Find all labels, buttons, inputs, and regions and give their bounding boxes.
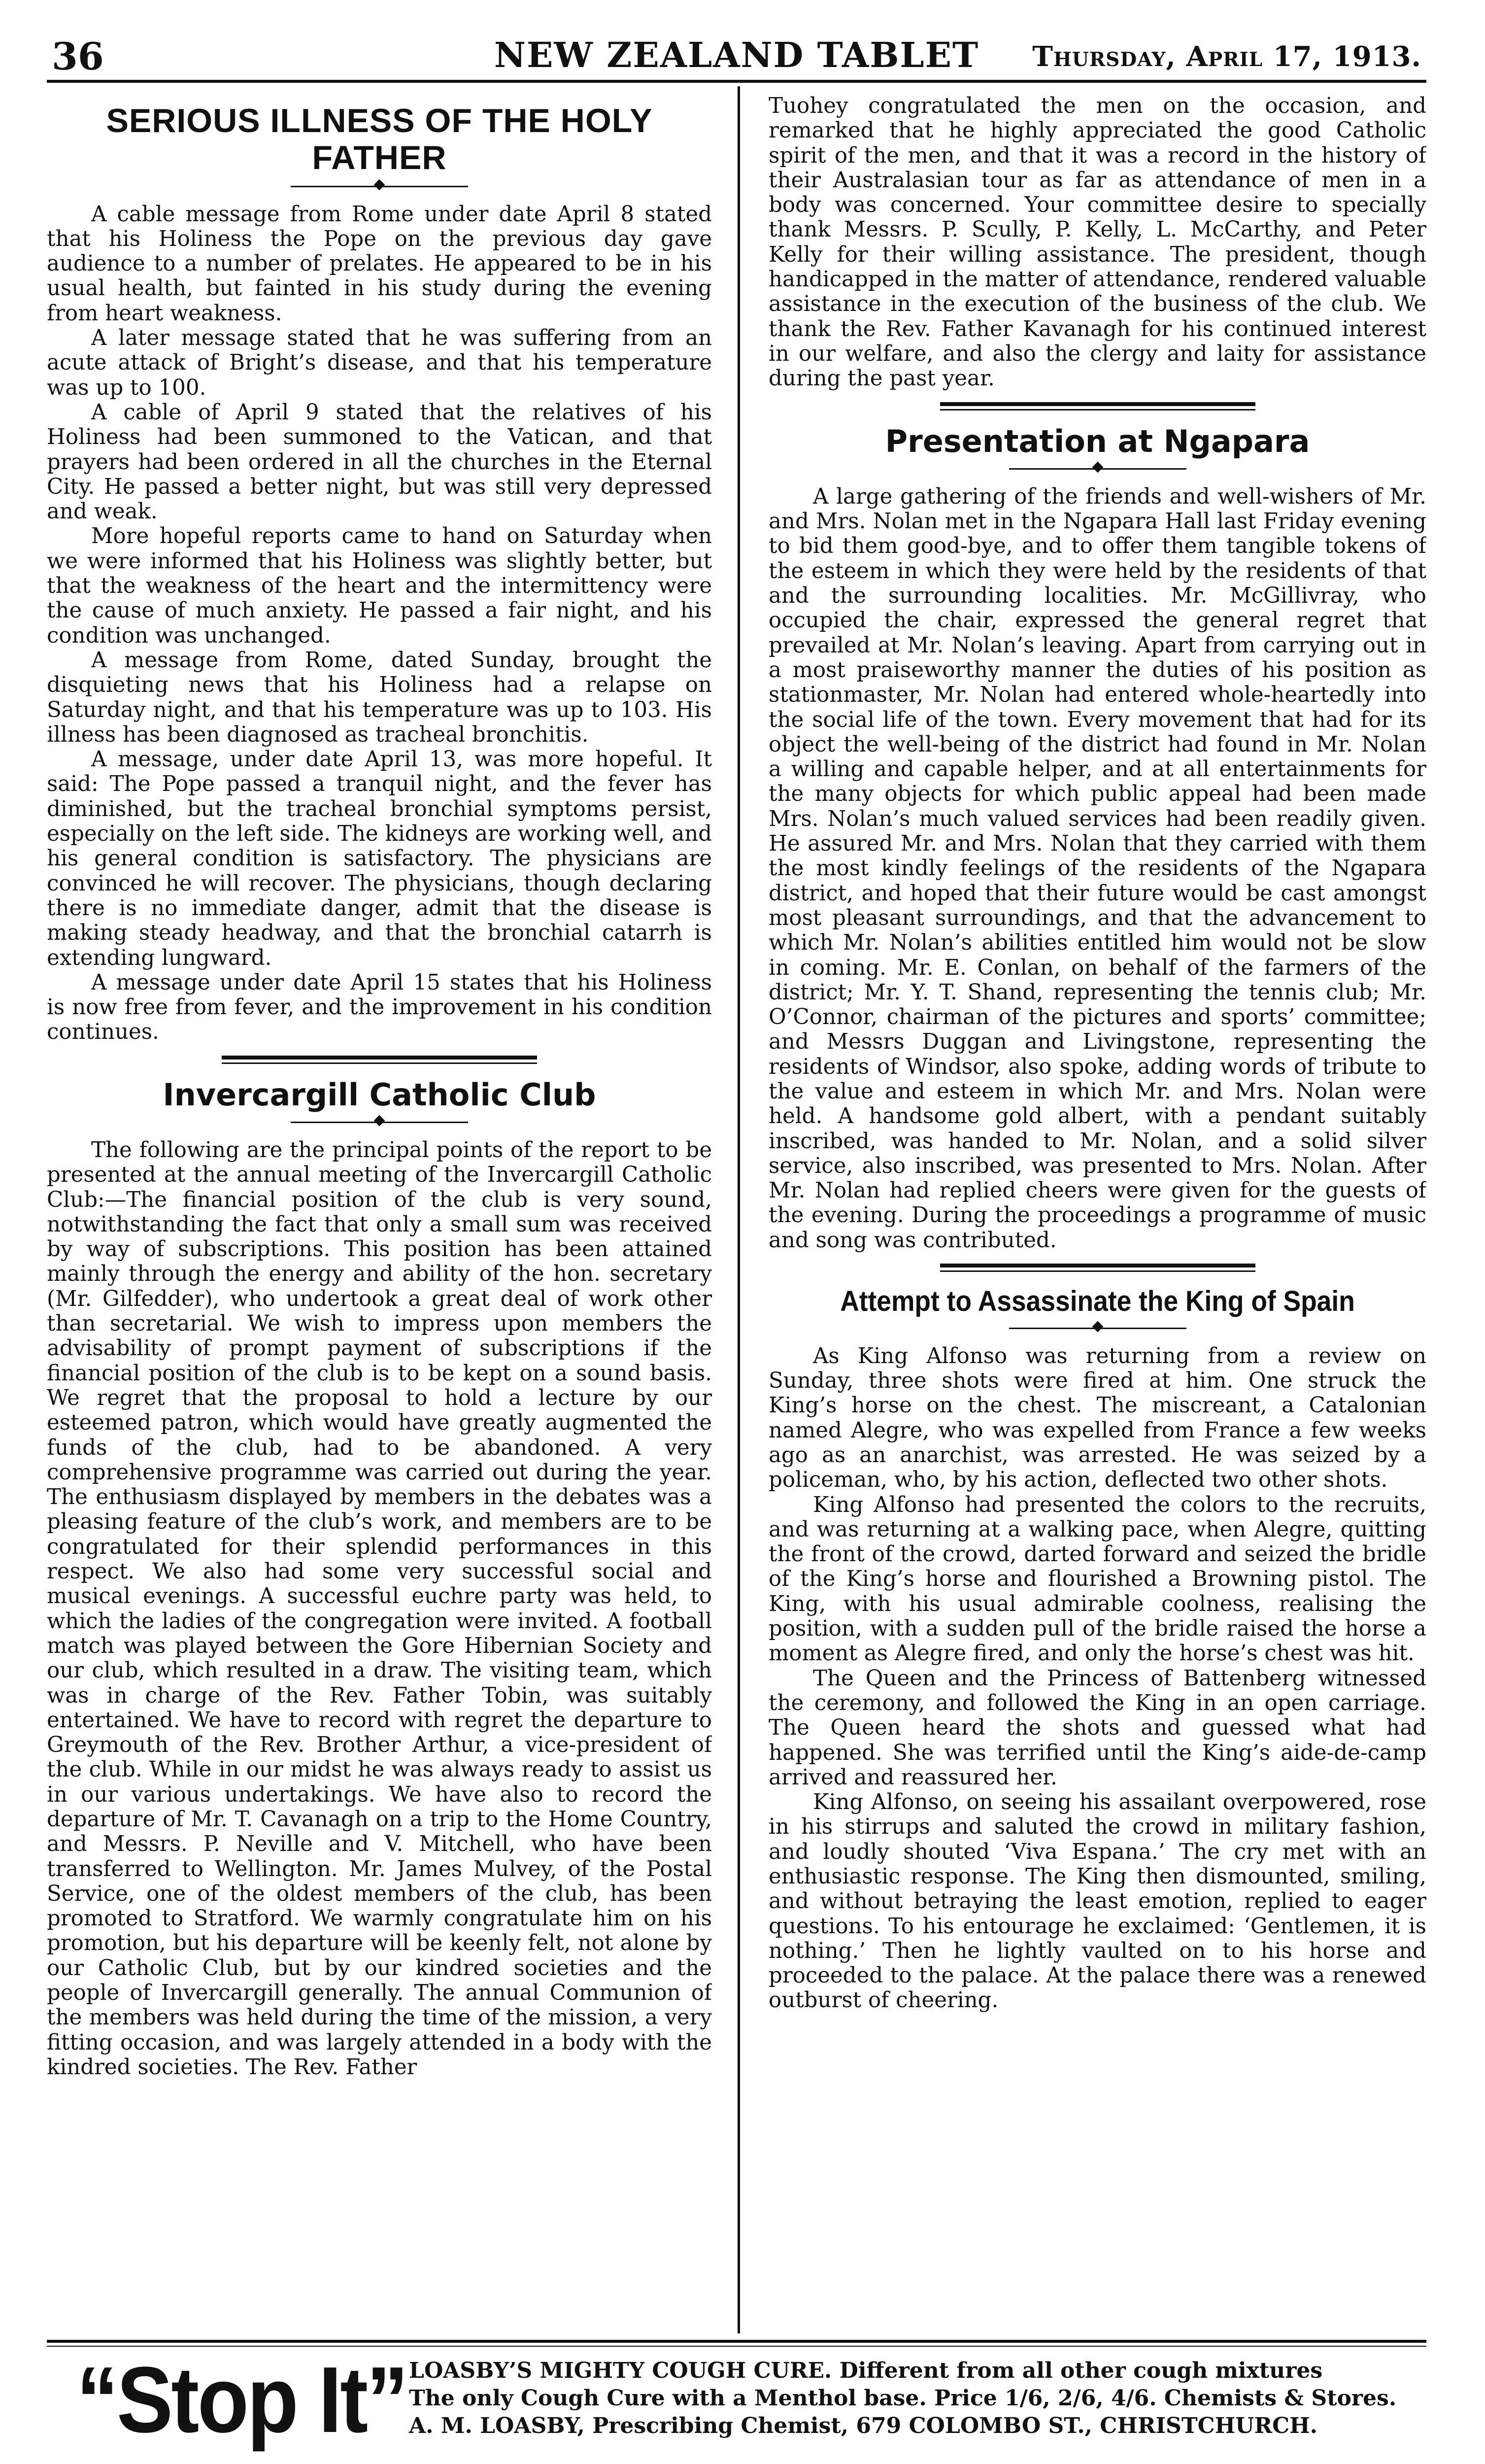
headline-ornament [769, 462, 1426, 476]
paragraph: A message, under date April 13, was more hopeful. It said: The Pope passed a tranquil night, and the fever has diminished, but the tracheal bronchial symptoms persist, especially on the left side. The kidneys are working well, and his general condition is satisfactory. The physicians are convinced he will recover. The physicians, though declaring there is no immediate danger, admit that the disease is making steady headway, and that the bronchial catarrh is extending lungward. [47, 747, 712, 970]
masthead-rule [47, 80, 1426, 83]
paragraph: A message from Rome, dated Sunday, brought the disquieting news that his Holiness had a relapse on Saturday night, and that his temperature was up to 103. His illness has been diagnosed as tracheal bronchitis. [47, 648, 712, 747]
paragraph-continuation: Tuohey congratulated the men on the occasion, and remarked that he highly appreciated the good Catholic spirit of the men, and that it was a record in the history of their Australasian tour as far as attendance of men in a body was concerned. Your committee desire to specially thank Messrs. P. Scully, P. Kelly, L. McCarthy, and Peter Kelly for their willing assistance. The president, though handicapped in the matter of attendance, rendered valuable assistance in the execution of the business of the club. We thank the Rev. Father Kavanagh for his continued interest in our welfare, and also the clergy and laity for assistance during the past year. [769, 94, 1426, 391]
headline-invercargill: Invercargill Catholic Club [163, 1076, 596, 1113]
paragraph: A later message stated that he was suffering from an acute attack of Bright’s disease, and that his temperature was up to 100. [47, 326, 712, 400]
publication-title: NEW ZEALAND TABLET [494, 34, 979, 75]
ad-line-2: The only Cough Cure with a Menthol base. Price 1/6, 2/6, 4/6. Chemists & Stores. [409, 2386, 1397, 2411]
section-divider [940, 402, 1255, 413]
headline-king-spain: Attempt to Assassinate the King of Spain [840, 1285, 1355, 1318]
ad-line-3: A. M. LOASBY, Prescribing Chemist, 679 COLOMBO ST., CHRISTCHURCH. [409, 2413, 1318, 2438]
article-ngapara [769, 424, 1426, 1253]
headline-ngapara: Presentation at Ngapara [885, 423, 1310, 459]
left-column [47, 94, 712, 2331]
ad-text [409, 2357, 1424, 2440]
paragraph: King Alfonso, on seeing his assailant overpowered, rose in his stirrups and saluted the crowd in military fashion, and loudly shouted ‘Viva Espana.’ The cry met with an enthusiastic response. The King then dismounted, smiling, and without betraying the least emotion, replied to eager questions. To his entourage he exclaimed: ‘Gentlemen, it is nothing.’ Then he lightly vaulted on to his horse and proceeded to the palace. At the palace there was a renewed outburst of cheering. [769, 1790, 1426, 2013]
headline-ornament [47, 179, 712, 193]
paragraph: A message under date April 15 states that his Holiness is now free from fever, and the improvement in his condition continues. [47, 970, 712, 1045]
article-holy-father [47, 103, 712, 1045]
right-column [769, 94, 1426, 2331]
paragraph: King Alfonso had presented the colors to the recruits, and was returning at a walking pace, when Alegre, quitting the front of the crowd, darted forward and seized the bridle of the King’s horse and flourished a Browning pistol. The King, with his usual admirable coolness, realising the position, with a sudden pull of the bridle raised the horse a moment as Alegre fired, and only the horse’s chest was hit. [769, 1492, 1426, 1666]
paragraph: As King Alfonso was returning from a review on Sunday, three shots were fired at him. One struck the King’s horse on the chest. The miscreant, a Catalonian named Alegre, who was expelled from France a few weeks ago as an anarchist, was arrested. He was seized by a policeman, who, by his action, deflected two other shots. [769, 1343, 1426, 1493]
paragraph: A large gathering of the friends and well-wishers of Mr. and Mrs. Nolan met in the Ngapara Hall last Friday evening to bid them good-bye, and to offer them tangible tokens of the esteem in which they were held by the residents of that and the surrounding localities. Mr. McGillivray, who occupied the chair, expressed the general regret that prevailed at Mr. Nolan’s leaving. Apart from carrying out in a most praiseworthy manner the duties of his position as stationmaster, Mr. Nolan had entered whole-heartedly into the social life of the town. Every movement that had for its object the well-being of the district had found in Mr. Nolan a willing and capable helper, and at all entertainments for the many objects for which public appeal had been made Mrs. Nolan’s much valued services had been readily given. He assured Mr. and Mrs. Nolan that they carried with them the most kindly feelings of the residents of the Ngapara district, and hoped that their future would be cast amongst most pleasant surroundings, and that the advancement to which Mr. Nolan’s abilities entitled him would not be slow in coming. Mr. E. Conlan, on behalf of the farmers of the district; Mr. Y. T. Shand, representing the tennis club; Mr. O’Connor, chairman of the pictures and sports’ committee; and Messrs Duggan and Livingstone, representing the residents of Windsor, also spoke, adding words of tribute to the value and esteem in which Mr. and Mrs. Nolan were held. A handsome gold albert, with a pendant suitably inscribed, was handed to Mr. Nolan, and a solid silver service, also inscribed, was presented to Mrs. Nolan. After Mr. Nolan had replied cheers were given for the guests of the evening. During the proceedings a programme of music and song was contributed. [769, 484, 1426, 1253]
ad-line-1: LOASBY’S MIGHTY COUGH CURE. Different from all other cough mixtures [409, 2358, 1323, 2383]
ad-rule-thin [47, 2346, 1426, 2347]
headline-ornament [47, 1115, 712, 1129]
page-number: 36 [52, 34, 104, 78]
headline-ornament [769, 1321, 1426, 1335]
ad-rule [47, 2340, 1426, 2343]
article-invercargill [47, 1077, 712, 2080]
paragraph: The Queen and the Princess of Battenberg witnessed the ceremony, and followed the King in an open carriage. The Queen heard the shots and guessed what had happened. She was terrified until the King’s aide-de-camp arrived and reassured her. [769, 1666, 1426, 1790]
ad-slogan: “Stop It” [76, 2348, 407, 2452]
headline-holy-father: SERIOUS ILLNESS OF THE HOLY FATHER [106, 102, 653, 176]
column-divider [738, 86, 740, 2333]
paragraph: The following are the principal points of the report to be presented at the annual meeting of the Invercargill Catholic Club:—The financial position of the club is very sound, notwithstanding the fact that only a small sum was received by way of subscriptions. This position has been attained mainly through the energy and ability of the hon. secretary (Mr. Gilfedder), who undertook a great deal of work other than secretarial. We wish to impress upon members the advisability of prompt payment of subscriptions if the financial position of the club is to be kept on a sound basis. We regret that the proposal to hold a lecture by our esteemed patron, which would have greatly augmented the funds of the club, had to be abandoned. A very comprehensive programme was carried out during the year. The enthusiasm displayed by members in the debates was a pleasing feature of the club’s work, and members are to be congratulated for their splendid performances in this respect. We also had some very successful social and musical evenings. A successful euchre party was held, to which the ladies of the congregation were invited. A football match was played between the Gore Hibernian Society and our club, which resulted in a draw. The visiting team, which was in charge of the Rev. Father Tobin, was suitably entertained. We have to record with regret the departure to Greymouth of the Rev. Brother Arthur, a vice-president of the club. While in our midst he was always ready to assist us in our various undertakings. We have also to record the departure of Mr. T. Cavanagh on a trip to the Home Country, and Messrs. P. Neville and V. Mitchell, who have been transferred to Wellington. Mr. James Mulvey, of the Postal Service, one of the oldest members of the club, has been promoted to Stratford. We warmly congratulate him on his promotion, but his departure will be keenly felt, not alone by our Catholic Club, but by our kindred societies and the people of Invercargill generally. The annual Communion of the members was held during the time of the mission, a very fitting occasion, and was largely attended in a body with the kindred societies. The Rev. Father [47, 1137, 712, 2080]
masthead [47, 34, 1426, 81]
advertisement [47, 2348, 1426, 2464]
paragraph: A cable message from Rome under date April 8 stated that his Holiness the Pope on the previous day gave audience to a number of prelates. He appeared to be in his usual health, but fainted in his study during the evening from heart weakness. [47, 202, 712, 326]
section-divider [940, 1264, 1255, 1274]
section-divider [222, 1056, 537, 1066]
paragraph: A cable of April 9 stated that the relatives of his Holiness had been summoned to the Vatican, and that prayers had been ordered in all the churches in the Eternal City. He passed a better night, but was still very depressed and weak. [47, 400, 712, 524]
article-king-spain [769, 1285, 1426, 2013]
issue-date: Thursday, April 17, 1913. [1032, 40, 1421, 73]
paragraph: More hopeful reports came to hand on Saturday when we were informed that his Holiness was slightly better, but that the weakness of the heart and the intermittency were the cause of much anxiety. He passed a fair night, and his condition was unchanged. [47, 524, 712, 648]
